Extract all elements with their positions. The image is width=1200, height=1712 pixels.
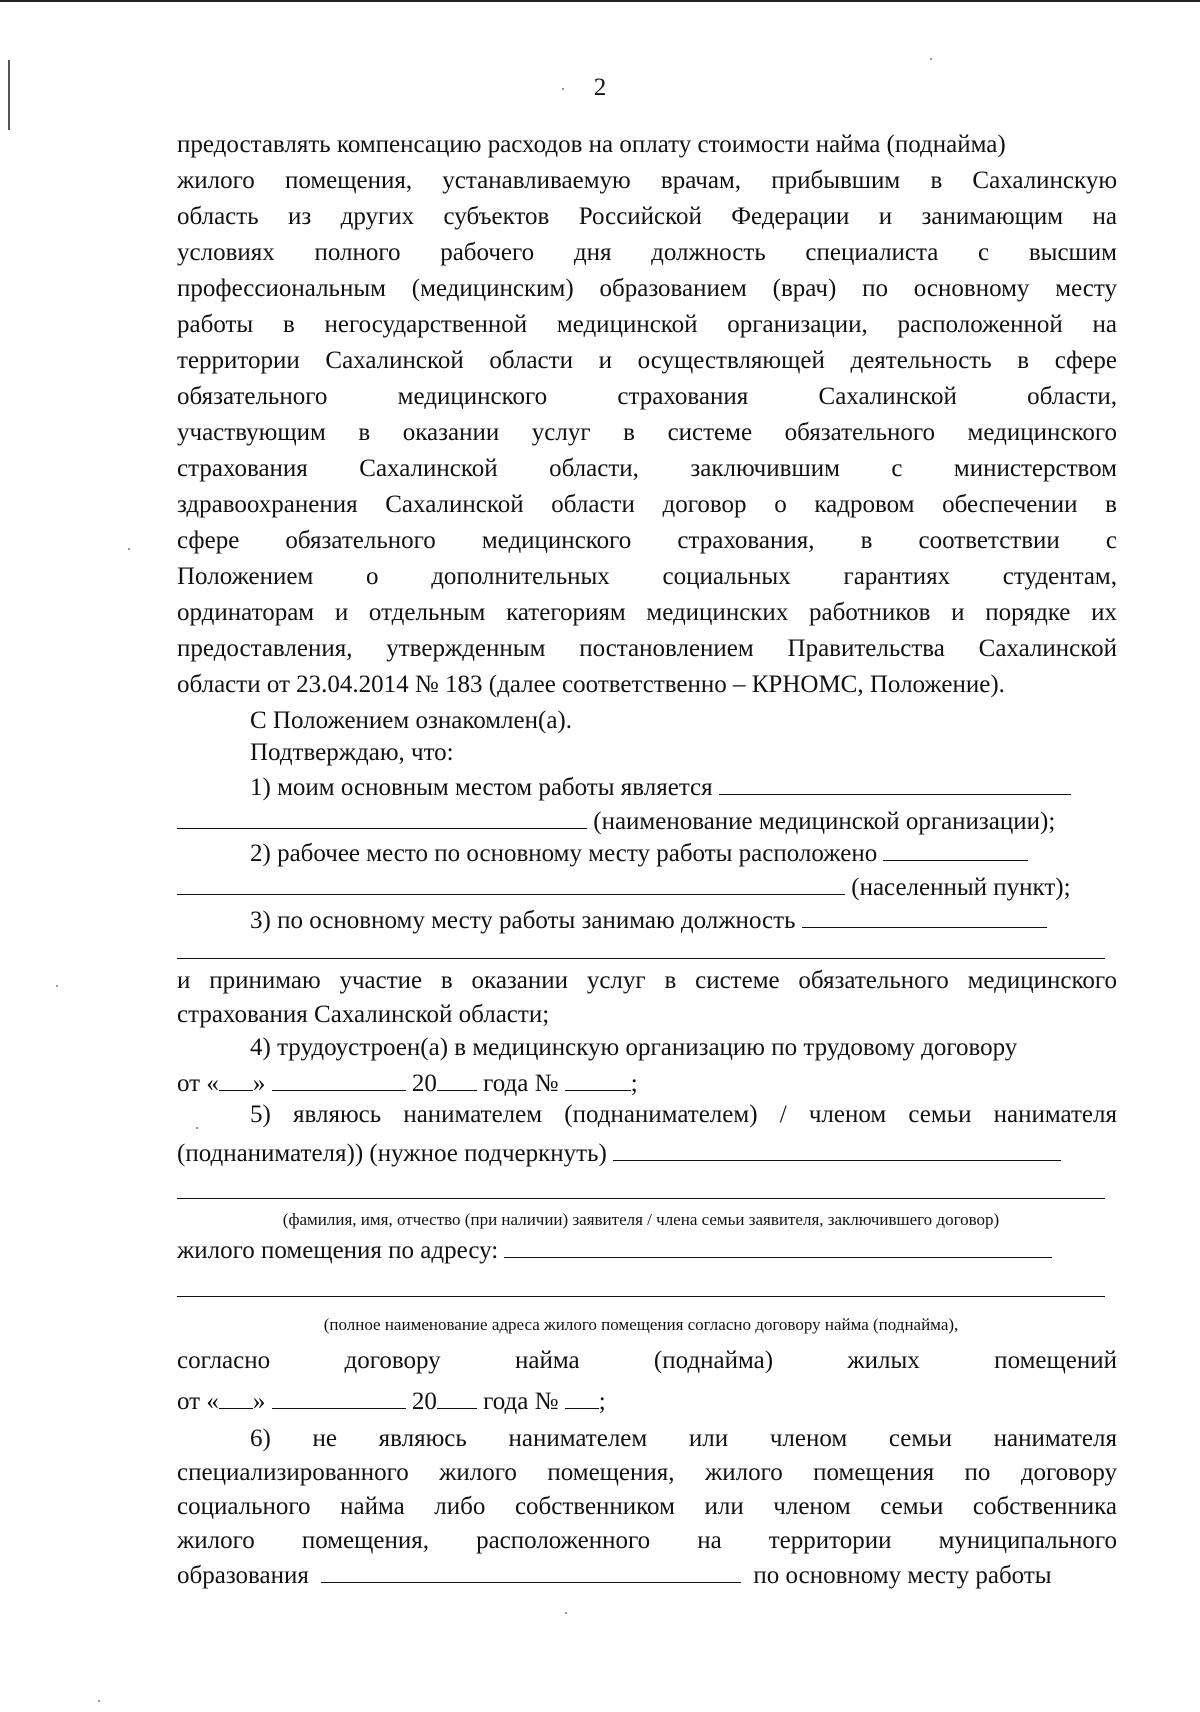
body-line: ординаторам и отдельным категориям медицинских работников и порядке их (177, 599, 1117, 626)
tenant-name-field-cont[interactable] (177, 1198, 1105, 1199)
page-number: 2 (593, 74, 607, 101)
body-line: предоставления, утвержденным постановлением Правительства Сахалинской (177, 635, 1117, 662)
item1-hint-line (177, 804, 1117, 837)
scan-speck (562, 88, 564, 90)
scan-speck (56, 985, 58, 987)
scan-speck (930, 58, 932, 60)
workplace-field[interactable] (719, 770, 1071, 795)
date-prefix: от « (177, 1070, 219, 1097)
item6-last-line (177, 1558, 1117, 1591)
fio-caption: (фамилия, имя, отчество (при наличии) заявителя / члена семьи заявителя, заключившего договор) (282, 1210, 1000, 1229)
rent-contract-day-field[interactable] (219, 1384, 253, 1409)
scan-speck (128, 548, 130, 550)
item2-text: 2) рабочее место по основному месту работы расположено (250, 840, 878, 867)
body-line: сфере обязательного медицинского страхования, в соответствии с (177, 527, 1117, 554)
body-line: области от 23.04.2014 № 183 (далее соответственно – КРНОМС, Положение). (177, 671, 1005, 698)
number-label: года № (483, 1070, 559, 1097)
body-line: условиях полного рабочего дня должность специалиста с высшим (177, 239, 1117, 266)
position-field-cont[interactable] (177, 958, 1105, 959)
body-line: Положением о дополнительных социальных гарантиях студентам, (177, 563, 1117, 590)
address-label: жилого помещения по адресу: (177, 1237, 499, 1264)
date-prefix: от « (177, 1388, 219, 1415)
municipality-field[interactable] (321, 1558, 741, 1583)
contract-line: согласно договору найма (поднайма) жилых помещений (177, 1347, 1117, 1374)
scan-speck (196, 1127, 198, 1129)
item5-line2 (177, 1136, 1117, 1169)
body-line: профессиональным (медицинским) образованием (врач) по основному месту (177, 275, 1117, 302)
address-field-cont[interactable] (177, 1296, 1105, 1297)
item6-line: специализированного жилого помещения, жилого помещения по договору (177, 1459, 1117, 1486)
item5-end: ; (598, 1388, 606, 1415)
item6-line: 6) не являюсь нанимателем или членом семьи нанимателя (250, 1425, 1117, 1452)
body-line: участвующим в оказании услуг в системе обязательного медицинского (177, 419, 1117, 446)
body-line: предоставлять компенсацию расходов на оплату стоимости найма (поднайма) (177, 131, 1006, 158)
locality-field[interactable] (883, 836, 1028, 861)
item4-line: 4) трудоустроен(а) в медицинскую организацию по трудовому договору (250, 1034, 1018, 1061)
body-line: территории Сахалинской области и осуществляющей деятельность в сфере (177, 347, 1117, 374)
item2-line (250, 836, 1117, 869)
locality-field-cont[interactable] (177, 870, 845, 895)
acknowledged-line: С Положением ознакомлен(а). (250, 707, 572, 734)
item5-line: 5) являюсь нанимателем (поднанимателем) / членом семьи нанимателя (250, 1101, 1117, 1128)
item1-text: 1) моим основным местом работы является (250, 774, 713, 801)
tenant-name-field[interactable] (613, 1136, 1061, 1161)
item2-hint: (населенный пункт); (851, 874, 1071, 901)
position-field[interactable] (802, 903, 1047, 928)
address-line (177, 1233, 1117, 1266)
address-field[interactable] (504, 1233, 1052, 1258)
item4-date-line (177, 1066, 1117, 1099)
item1-line (250, 770, 1117, 803)
body-line: обязательного медицинского страхования Сахалинской области, (177, 383, 1117, 410)
workplace-field-cont[interactable] (177, 804, 587, 829)
year-prefix: 20 (411, 1070, 437, 1097)
body-line: жилого помещения, устанавливаемую врачам, прибывшим в Сахалинскую (177, 167, 1117, 194)
body-line: работы в негосударственной медицинской организации, расположенной на (177, 311, 1117, 338)
address-caption: (полное наименование адреса жилого помещения согласно договору найма (поднайма), (323, 1315, 959, 1334)
year-prefix: 20 (411, 1388, 437, 1415)
scan-speck (98, 1700, 100, 1702)
item3-cont-line: страхования Сахалинской области; (177, 1001, 550, 1028)
item4-end: ; (630, 1070, 638, 1097)
item6-last-end: по основному месту работы (753, 1562, 1052, 1589)
date-quote: » (252, 1070, 266, 1097)
item5-text: (поднанимателя)) (нужное подчеркнуть) (177, 1140, 607, 1167)
item3-cont-line: и принимаю участие в оказании услуг в системе обязательного медицинского (177, 967, 1117, 994)
scan-edge-top (0, 0, 1200, 2)
rent-contract-month-field[interactable] (272, 1384, 406, 1409)
item6-line: жилого помещения, расположенного на территории муниципального (177, 1527, 1117, 1554)
rent-contract-number-field[interactable] (565, 1384, 599, 1409)
item3-text: 3) по основному месту работы занимаю должность (250, 907, 796, 934)
date-quote: » (252, 1388, 266, 1415)
labor-contract-day-field[interactable] (219, 1066, 253, 1091)
item1-hint: (наименование медицинской организации); (593, 808, 1056, 835)
body-line: область из других субъектов Российской Федерации и занимающим на (177, 203, 1117, 230)
rent-contract-year-field[interactable] (437, 1384, 477, 1409)
item3-line (250, 903, 1117, 936)
confirm-line: Подтверждаю, что: (250, 739, 454, 766)
labor-contract-number-field[interactable] (565, 1066, 631, 1091)
item5-date-line (177, 1384, 1117, 1417)
body-line: здравоохранения Сахалинской области договор о кадровом обеспечении в (177, 491, 1117, 518)
labor-contract-year-field[interactable] (437, 1066, 477, 1091)
labor-contract-month-field[interactable] (272, 1066, 406, 1091)
body-line: страхования Сахалинской области, заключившим с министерством (177, 455, 1117, 482)
item2-hint-line (177, 870, 1117, 903)
item6-last-start: образования (177, 1562, 309, 1589)
number-label: года № (483, 1388, 559, 1415)
scan-speck (565, 1612, 567, 1614)
item6-line: социального найма либо собственником или членом семьи собственника (177, 1493, 1117, 1520)
